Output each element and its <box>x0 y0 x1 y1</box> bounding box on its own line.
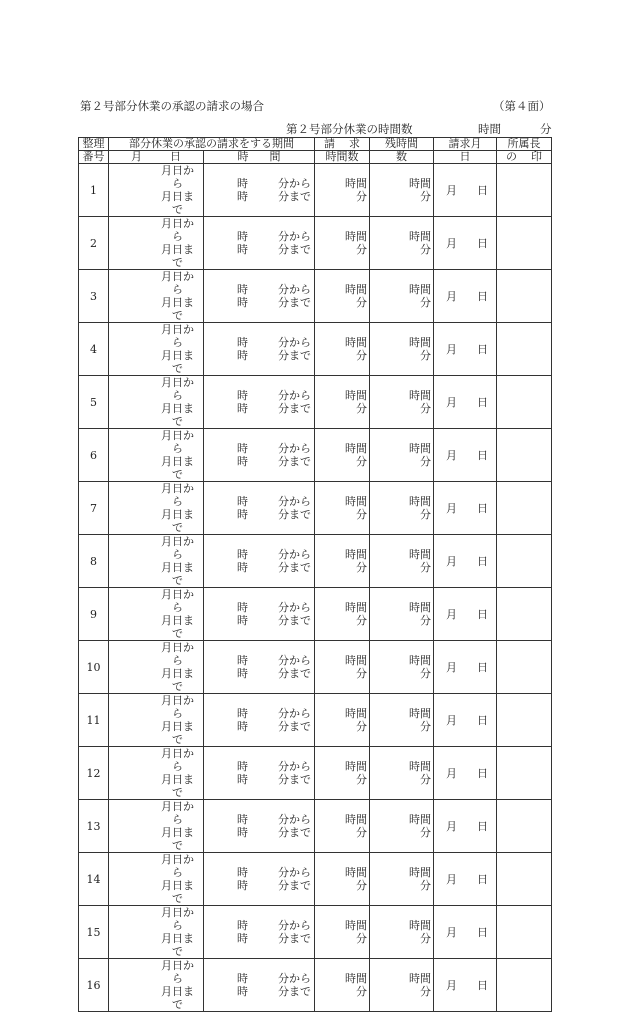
total-label: 第２号部分休業の時間数 <box>286 122 413 136</box>
row-number: 15 <box>79 906 109 959</box>
date-range-cell[interactable]: 月 日から 月 日まで <box>109 641 204 694</box>
row-number: 16 <box>79 959 109 1012</box>
table-row <box>79 641 552 694</box>
time-range-cell[interactable]: 時 分から 時 分まで <box>204 429 315 482</box>
date-range-cell[interactable]: 月 日から 月 日まで <box>109 588 204 641</box>
request-date-cell[interactable]: 月 日 <box>434 800 497 853</box>
request-hours-cell[interactable]: 時間 分 <box>315 959 370 1012</box>
seal-cell[interactable] <box>497 164 552 217</box>
request-date-cell[interactable]: 月 日 <box>434 535 497 588</box>
request-date-cell[interactable]: 月 日 <box>434 376 497 429</box>
time-range-cell[interactable]: 時 分から 時 分まで <box>204 800 315 853</box>
seal-cell[interactable] <box>497 323 552 376</box>
header-row-1 <box>79 138 552 151</box>
date-range-cell[interactable]: 月 日から 月 日まで <box>109 906 204 959</box>
request-date-cell[interactable]: 月 日 <box>434 482 497 535</box>
request-hours-cell[interactable]: 時間 分 <box>315 800 370 853</box>
request-hours-cell[interactable]: 時間 分 <box>315 747 370 800</box>
time-range-cell[interactable]: 時 分から 時 分まで <box>204 482 315 535</box>
table-row <box>79 747 552 800</box>
request-date-cell[interactable]: 月 日 <box>434 853 497 906</box>
table-row <box>79 959 552 1012</box>
request-table <box>78 137 552 1012</box>
request-hours-cell[interactable]: 時間 分 <box>315 641 370 694</box>
time-range-cell[interactable]: 時 分から 時 分まで <box>204 376 315 429</box>
remaining-hours-cell[interactable]: 時間 分 <box>370 482 434 535</box>
remaining-hours-cell[interactable]: 時間 分 <box>370 747 434 800</box>
col-request-top: 請 求 <box>315 138 370 151</box>
remaining-hours-cell[interactable]: 時間 分 <box>370 694 434 747</box>
remaining-hours-cell[interactable]: 時間 分 <box>370 164 434 217</box>
table-row <box>79 217 552 270</box>
request-hours-cell[interactable]: 時間 分 <box>315 323 370 376</box>
col-seal-top: 所属長 <box>497 138 552 151</box>
row-number: 5 <box>79 376 109 429</box>
seal-cell[interactable] <box>497 482 552 535</box>
request-date-cell[interactable]: 月 日 <box>434 906 497 959</box>
request-hours-cell[interactable]: 時間 分 <box>315 694 370 747</box>
date-range-cell[interactable]: 月 日から 月 日まで <box>109 429 204 482</box>
seal-cell[interactable] <box>497 376 552 429</box>
request-hours-cell[interactable]: 時間 分 <box>315 853 370 906</box>
request-hours-cell[interactable]: 時間 分 <box>315 217 370 270</box>
time-range-cell[interactable]: 時 分から 時 分まで <box>204 959 315 1012</box>
remaining-hours-cell[interactable]: 時間 分 <box>370 853 434 906</box>
row-number: 7 <box>79 482 109 535</box>
request-hours-cell[interactable]: 時間 分 <box>315 535 370 588</box>
remaining-hours-cell[interactable]: 時間 分 <box>370 906 434 959</box>
date-range-cell[interactable]: 月 日から 月 日まで <box>109 800 204 853</box>
col-request-month-bottom: 日 <box>434 151 497 164</box>
seal-cell[interactable] <box>497 747 552 800</box>
request-date-cell[interactable]: 月 日 <box>434 694 497 747</box>
time-range-cell[interactable]: 時 分から 時 分まで <box>204 694 315 747</box>
row-number: 10 <box>79 641 109 694</box>
request-date-cell[interactable]: 月 日 <box>434 747 497 800</box>
col-seal-bottom: の 印 <box>497 151 552 164</box>
time-range-cell[interactable]: 時 分から 時 分まで <box>204 164 315 217</box>
remaining-hours-cell[interactable]: 時間 分 <box>370 376 434 429</box>
request-date-cell[interactable]: 月 日 <box>434 164 497 217</box>
table-row <box>79 164 552 217</box>
row-number: 12 <box>79 747 109 800</box>
col-period-time: 時 間 <box>204 151 315 164</box>
time-range-cell[interactable]: 時 分から 時 分まで <box>204 906 315 959</box>
seal-cell[interactable] <box>497 959 552 1012</box>
table-row <box>79 376 552 429</box>
table-row <box>79 588 552 641</box>
col-period-date: 月 日 <box>109 151 204 164</box>
row-number: 4 <box>79 323 109 376</box>
request-hours-cell[interactable]: 時間 分 <box>315 164 370 217</box>
remaining-hours-cell[interactable]: 時間 分 <box>370 800 434 853</box>
total-hours-unit: 時間 <box>478 122 501 136</box>
date-range-cell[interactable]: 月 日から 月 日まで <box>109 270 204 323</box>
table-row <box>79 270 552 323</box>
seal-cell[interactable] <box>497 429 552 482</box>
row-number: 8 <box>79 535 109 588</box>
seal-cell[interactable] <box>497 800 552 853</box>
row-number: 6 <box>79 429 109 482</box>
date-range-cell[interactable]: 月 日から 月 日まで <box>109 959 204 1012</box>
request-hours-cell[interactable]: 時間 分 <box>315 588 370 641</box>
table-row <box>79 800 552 853</box>
request-date-cell[interactable]: 月 日 <box>434 217 497 270</box>
time-range-cell[interactable]: 時 分から 時 分まで <box>204 641 315 694</box>
seal-cell[interactable] <box>497 694 552 747</box>
request-date-cell[interactable]: 月 日 <box>434 270 497 323</box>
row-number: 11 <box>79 694 109 747</box>
remaining-hours-cell[interactable]: 時間 分 <box>370 588 434 641</box>
seal-cell[interactable] <box>497 588 552 641</box>
date-range-cell[interactable]: 月 日から 月 日まで <box>109 164 204 217</box>
seal-cell[interactable] <box>497 853 552 906</box>
request-hours-cell[interactable]: 時間 分 <box>315 482 370 535</box>
remaining-hours-cell[interactable]: 時間 分 <box>370 270 434 323</box>
table-row <box>79 694 552 747</box>
remaining-hours-cell[interactable]: 時間 分 <box>370 217 434 270</box>
table-row <box>79 853 552 906</box>
table-row <box>79 323 552 376</box>
time-range-cell[interactable]: 時 分から 時 分まで <box>204 853 315 906</box>
time-range-cell[interactable]: 時 分から 時 分まで <box>204 588 315 641</box>
row-number: 9 <box>79 588 109 641</box>
request-hours-cell[interactable]: 時間 分 <box>315 376 370 429</box>
remaining-hours-cell[interactable]: 時間 分 <box>370 641 434 694</box>
request-hours-cell[interactable]: 時間 分 <box>315 429 370 482</box>
date-range-cell[interactable]: 月 日から 月 日まで <box>109 535 204 588</box>
col-number-top: 整理 <box>79 138 109 151</box>
col-number-bottom: 番号 <box>79 151 109 164</box>
time-range-cell[interactable]: 時 分から 時 分まで <box>204 323 315 376</box>
row-number: 13 <box>79 800 109 853</box>
remaining-hours-cell[interactable]: 時間 分 <box>370 429 434 482</box>
remaining-hours-cell[interactable]: 時間 分 <box>370 323 434 376</box>
date-range-cell[interactable]: 月 日から 月 日まで <box>109 323 204 376</box>
row-number: 14 <box>79 853 109 906</box>
col-period-header: 部分休業の承認の請求をする期間 <box>109 138 315 151</box>
col-request-bottom: 時間数 <box>315 151 370 164</box>
time-range-cell[interactable]: 時 分から 時 分まで <box>204 747 315 800</box>
time-range-cell[interactable]: 時 分から 時 分まで <box>204 217 315 270</box>
col-request-month-top: 請求月 <box>434 138 497 151</box>
request-hours-cell[interactable]: 時間 分 <box>315 270 370 323</box>
date-range-cell[interactable]: 月 日から 月 日まで <box>109 853 204 906</box>
col-remaining-bottom: 数 <box>370 151 434 164</box>
time-range-cell[interactable]: 時 分から 時 分まで <box>204 270 315 323</box>
table-row <box>79 482 552 535</box>
date-range-cell[interactable]: 月 日から 月 日まで <box>109 482 204 535</box>
request-date-cell[interactable]: 月 日 <box>434 323 497 376</box>
row-number: 2 <box>79 217 109 270</box>
header-row-2 <box>79 151 552 164</box>
remaining-hours-cell[interactable]: 時間 分 <box>370 535 434 588</box>
date-range-cell[interactable]: 月 日から 月 日まで <box>109 747 204 800</box>
col-remaining-top: 残時間 <box>370 138 434 151</box>
row-number: 1 <box>79 164 109 217</box>
request-date-cell[interactable]: 月 日 <box>434 641 497 694</box>
table-row <box>79 429 552 482</box>
seal-cell[interactable] <box>497 270 552 323</box>
seal-cell[interactable] <box>497 217 552 270</box>
seal-cell[interactable] <box>497 535 552 588</box>
table-row <box>79 906 552 959</box>
date-range-cell[interactable]: 月 日から 月 日まで <box>109 694 204 747</box>
request-date-cell[interactable]: 月 日 <box>434 429 497 482</box>
total-minutes-unit: 分 <box>540 122 552 136</box>
request-hours-cell[interactable]: 時間 分 <box>315 906 370 959</box>
page-label: （第４面） <box>493 99 551 113</box>
date-range-cell[interactable]: 月 日から 月 日まで <box>109 376 204 429</box>
time-range-cell[interactable]: 時 分から 時 分まで <box>204 535 315 588</box>
row-number: 3 <box>79 270 109 323</box>
date-range-cell[interactable]: 月 日から 月 日まで <box>109 217 204 270</box>
seal-cell[interactable] <box>497 641 552 694</box>
remaining-hours-cell[interactable]: 時間 分 <box>370 959 434 1012</box>
seal-cell[interactable] <box>497 906 552 959</box>
request-date-cell[interactable]: 月 日 <box>434 588 497 641</box>
form-title: 第２号部分休業の承認の請求の場合 <box>80 99 264 113</box>
table-row <box>79 535 552 588</box>
request-date-cell[interactable]: 月 日 <box>434 959 497 1012</box>
